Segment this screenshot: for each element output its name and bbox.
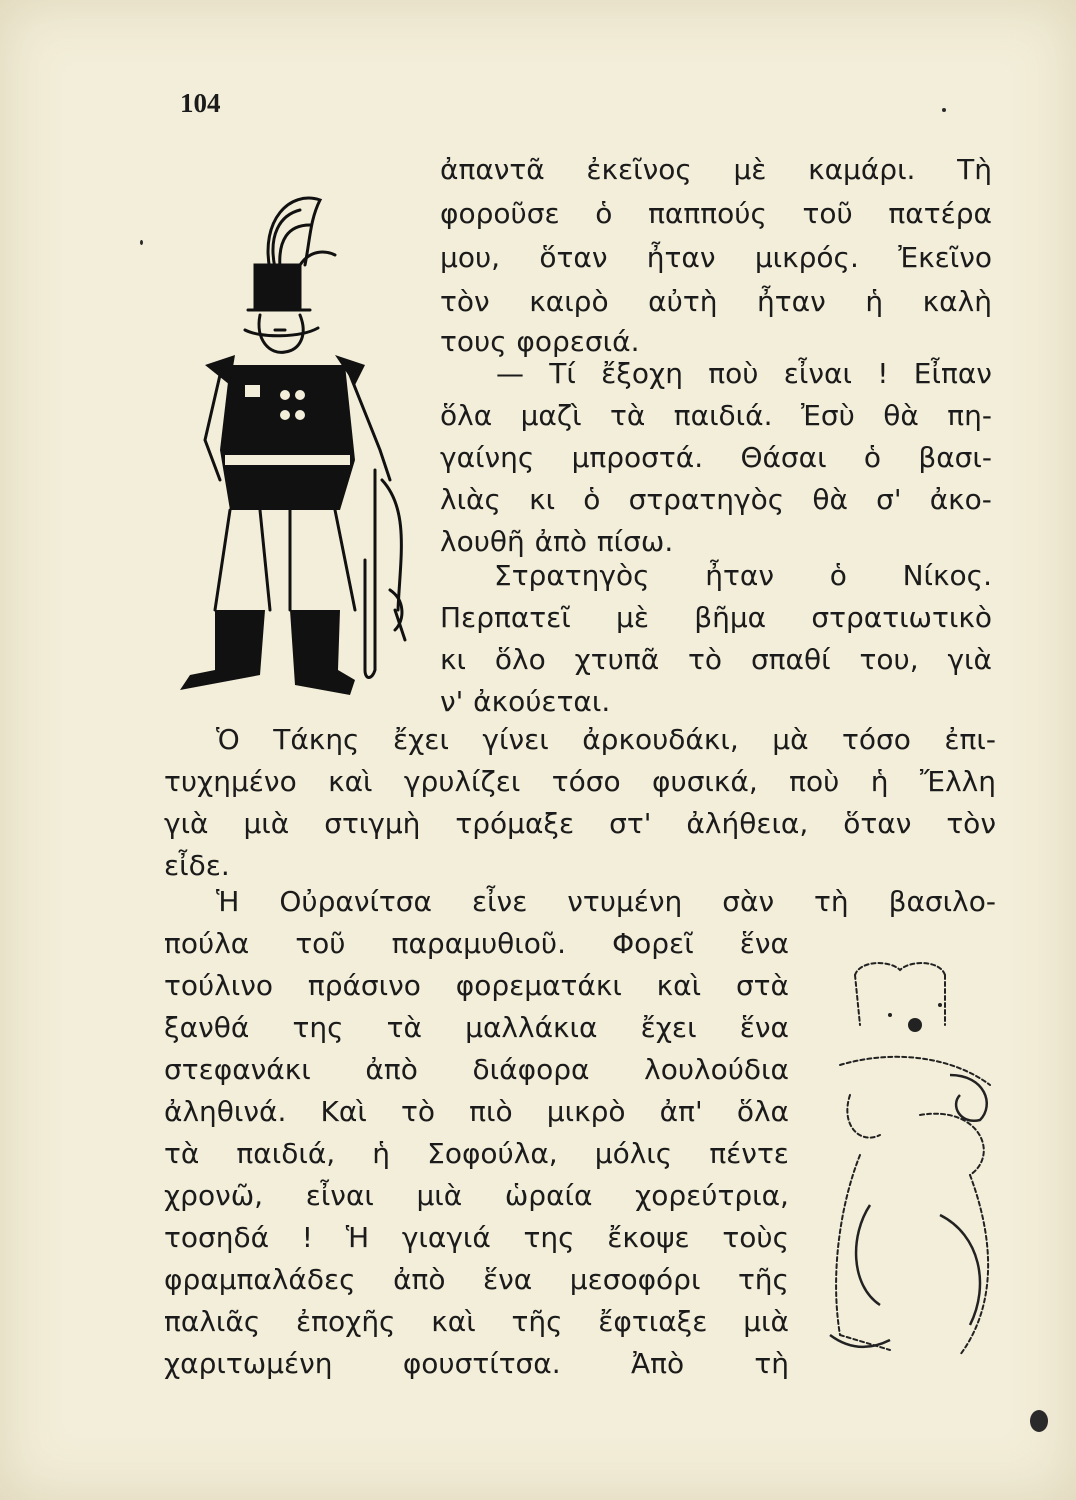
word: πράσινο bbox=[307, 969, 421, 1002]
word: κι bbox=[529, 483, 556, 516]
word: στρατιωτικὸ bbox=[811, 601, 992, 634]
word: τὸν bbox=[946, 807, 996, 840]
word: τούλινο bbox=[164, 969, 274, 1002]
word: ἐκεῖνος bbox=[586, 153, 692, 186]
word: ὡραία bbox=[504, 1179, 593, 1212]
word: τοῦ bbox=[295, 927, 346, 960]
word: λιὰς bbox=[440, 483, 501, 516]
word: πιὸ bbox=[469, 1095, 513, 1128]
text-line bbox=[164, 1218, 789, 1258]
word: της bbox=[292, 1011, 344, 1044]
word: ἀληθινά. bbox=[164, 1095, 287, 1128]
word: παππούς bbox=[648, 197, 767, 230]
word: παραμυθιοῦ. bbox=[391, 927, 567, 960]
word: Τάκης bbox=[273, 723, 360, 756]
word: Νίκος. bbox=[902, 559, 992, 592]
word: λουλούδια bbox=[644, 1053, 789, 1086]
word: ν' bbox=[440, 685, 464, 718]
text-line bbox=[164, 804, 996, 844]
word: του, bbox=[859, 643, 919, 676]
word: μου, bbox=[440, 241, 501, 274]
ink-speck bbox=[942, 108, 946, 112]
word: τὴ bbox=[754, 1347, 789, 1380]
word: διάφορα bbox=[472, 1053, 590, 1086]
word: ἕνα bbox=[739, 927, 789, 960]
word: Φορεῖ bbox=[612, 927, 694, 960]
text-line bbox=[440, 282, 992, 322]
word: τοσηδά bbox=[164, 1221, 270, 1254]
word: παιδιά, bbox=[236, 1137, 336, 1170]
word: Ἡ bbox=[345, 1221, 370, 1254]
text-line bbox=[164, 1176, 789, 1216]
word: πέντε bbox=[709, 1137, 789, 1170]
word: μὰ bbox=[772, 723, 809, 756]
word: σ' bbox=[876, 483, 902, 516]
word: ἦταν bbox=[705, 559, 774, 592]
word: φορεσιά. bbox=[516, 325, 640, 358]
word: στεφανάκι bbox=[164, 1053, 311, 1086]
word: Εἶπαν bbox=[913, 357, 992, 390]
word: πατέρα bbox=[888, 197, 992, 230]
word: ἔχει bbox=[393, 723, 449, 756]
word: ἦταν bbox=[757, 285, 826, 318]
word: αὐτὴ bbox=[648, 285, 718, 318]
word: τους bbox=[440, 325, 507, 358]
word: μεσοφόρι bbox=[569, 1263, 701, 1296]
word: ὁ bbox=[595, 197, 613, 230]
word: ἔχει bbox=[640, 1011, 697, 1044]
word: ντυμένη bbox=[567, 885, 683, 918]
word: μιὰ bbox=[743, 1305, 789, 1338]
word: χτυπᾶ bbox=[574, 643, 660, 676]
word: Στρατηγὸς bbox=[494, 559, 650, 592]
text-line bbox=[164, 846, 996, 886]
word: ἀπὸ bbox=[534, 525, 588, 558]
word: ἔξοχη bbox=[601, 357, 683, 390]
word: κι bbox=[440, 643, 466, 676]
word: μικρὸ bbox=[546, 1095, 626, 1128]
word: καμάρι. bbox=[808, 153, 916, 186]
word: γαίνης bbox=[440, 441, 535, 474]
word: μικρός. bbox=[754, 241, 859, 274]
word: βασι- bbox=[918, 441, 992, 474]
text-line bbox=[164, 762, 996, 802]
word: ξανθά bbox=[164, 1011, 250, 1044]
text-line bbox=[164, 1134, 789, 1174]
word: εἶνε bbox=[471, 885, 528, 918]
word: στρατηγὸς bbox=[628, 483, 785, 516]
word: θὰ bbox=[812, 483, 848, 516]
word: ὅταν bbox=[843, 807, 912, 840]
word: ὅλα bbox=[440, 399, 493, 432]
word: μὲ bbox=[616, 601, 649, 634]
word: παλιᾶς bbox=[164, 1305, 261, 1338]
word: της bbox=[523, 1221, 575, 1254]
text-line bbox=[216, 720, 996, 760]
word: ὅταν bbox=[539, 241, 608, 274]
word: Ἡ bbox=[216, 885, 240, 918]
text-line bbox=[440, 598, 992, 638]
word: σπαθί bbox=[750, 643, 831, 676]
word: θὰ bbox=[883, 399, 919, 432]
word: καλὴ bbox=[922, 285, 992, 318]
text-line bbox=[494, 556, 992, 596]
word: χορεύτρια, bbox=[635, 1179, 789, 1212]
word: πούλα bbox=[164, 927, 250, 960]
word: εἶναι bbox=[305, 1179, 374, 1212]
word: ! bbox=[877, 357, 889, 390]
word: Ἐσὺ bbox=[800, 399, 855, 432]
word: ἀλήθεια, bbox=[686, 807, 809, 840]
word: ἐπι- bbox=[944, 723, 996, 756]
word: Ἔλλη bbox=[919, 765, 996, 798]
word: μόλις bbox=[594, 1137, 673, 1170]
word: ὁ bbox=[829, 559, 847, 592]
word: ποὺ bbox=[789, 765, 840, 798]
word: ἔφτιαξε bbox=[598, 1305, 708, 1338]
word: εἶδε. bbox=[164, 849, 230, 882]
word: τυχημένο bbox=[164, 765, 297, 798]
word: Οὐρανίτσα bbox=[279, 885, 432, 918]
word: Ὁ bbox=[216, 723, 240, 756]
text-line bbox=[440, 150, 992, 190]
word: χαριτωμένη bbox=[164, 1347, 333, 1380]
text-line bbox=[440, 396, 992, 436]
general-figure-drawing bbox=[160, 180, 420, 700]
text-line bbox=[164, 1344, 789, 1384]
word: καὶ bbox=[431, 1305, 476, 1338]
word: καὶ bbox=[656, 969, 702, 1002]
text-line bbox=[216, 882, 996, 922]
text-line bbox=[440, 238, 992, 278]
word: ἕνα bbox=[739, 1011, 789, 1044]
word: γιαγιά bbox=[401, 1221, 491, 1254]
text-line bbox=[440, 438, 992, 478]
word: καιρὸ bbox=[529, 285, 609, 318]
word: — bbox=[496, 357, 524, 390]
word: φουστίτσα. bbox=[402, 1347, 561, 1380]
word: ὅλο bbox=[494, 643, 546, 676]
word: ὁ bbox=[863, 441, 882, 474]
word: φραμπαλάδες bbox=[164, 1263, 356, 1296]
page-number: 104 bbox=[180, 88, 221, 118]
word: μαλλάκια bbox=[465, 1011, 598, 1044]
ink-speck bbox=[140, 240, 143, 245]
word: καὶ bbox=[328, 765, 373, 798]
word: τῆς bbox=[511, 1305, 563, 1338]
word: στ' bbox=[609, 807, 652, 840]
word: πίσω. bbox=[596, 525, 674, 558]
word: τὸν bbox=[440, 285, 490, 318]
word: βῆμα bbox=[694, 601, 767, 634]
word: τὰ bbox=[164, 1137, 200, 1170]
word: τὰ bbox=[610, 399, 646, 432]
word: Καὶ bbox=[320, 1095, 367, 1128]
word: τὸ bbox=[688, 643, 723, 676]
text-line bbox=[164, 1092, 789, 1132]
word: Σοφούλα, bbox=[427, 1137, 558, 1170]
word: τόσο bbox=[842, 723, 911, 756]
word: ἡ bbox=[870, 765, 889, 798]
word: μὲ bbox=[733, 153, 767, 186]
word: βασιλο- bbox=[888, 885, 996, 918]
text-line bbox=[164, 1050, 789, 1090]
text-line bbox=[164, 966, 789, 1006]
text-line bbox=[496, 354, 992, 394]
word: γιὰ bbox=[947, 643, 992, 676]
word: λουθῆ bbox=[440, 525, 525, 558]
word: Θάσαι bbox=[740, 441, 827, 474]
word: ποὺ bbox=[708, 357, 759, 390]
word: γίνει bbox=[482, 723, 549, 756]
word: ἐποχῆς bbox=[296, 1305, 396, 1338]
text-line bbox=[164, 1008, 789, 1048]
word: μπροστά. bbox=[571, 441, 704, 474]
word: ἀκο- bbox=[929, 483, 992, 516]
word: γιὰ bbox=[164, 807, 209, 840]
word: στὰ bbox=[735, 969, 789, 1002]
ink-speck bbox=[1030, 1410, 1048, 1432]
word: παιδιά. bbox=[673, 399, 773, 432]
word: ἕνα bbox=[483, 1263, 533, 1296]
text-line bbox=[440, 194, 992, 234]
word: Τί bbox=[549, 357, 576, 390]
word: φοροῦσε bbox=[440, 197, 560, 230]
text-line bbox=[440, 682, 992, 722]
word: ἔκοψε bbox=[607, 1221, 690, 1254]
text-line bbox=[164, 924, 789, 964]
word: μιὰ bbox=[243, 807, 290, 840]
word: ἦταν bbox=[646, 241, 716, 274]
word: σὰν bbox=[722, 885, 775, 918]
word: φορεματάκι bbox=[455, 969, 622, 1002]
word: μιὰ bbox=[416, 1179, 463, 1212]
word: Ἀπὸ bbox=[630, 1347, 685, 1380]
word: χρονῶ, bbox=[164, 1179, 264, 1212]
word: τοὺς bbox=[722, 1221, 789, 1254]
word: τόσο bbox=[551, 765, 621, 798]
word: τὸ bbox=[401, 1095, 435, 1128]
word: ἡ bbox=[865, 285, 884, 318]
text-line bbox=[164, 1260, 789, 1300]
word: εἶναι bbox=[783, 357, 852, 390]
text-line bbox=[440, 480, 992, 520]
word: ἀρκουδάκι, bbox=[582, 723, 739, 756]
word: τὴ bbox=[814, 885, 849, 918]
word: Περπατεῖ bbox=[440, 601, 571, 634]
word: Τὴ bbox=[957, 153, 992, 186]
word: τρόμαξε bbox=[455, 807, 575, 840]
word: φυσικά, bbox=[652, 765, 758, 798]
word: τὰ bbox=[386, 1011, 422, 1044]
word: γρυλίζει bbox=[403, 765, 521, 798]
text-line bbox=[440, 640, 992, 680]
word: ἀπὸ bbox=[393, 1263, 446, 1296]
text-line bbox=[164, 1302, 789, 1342]
word: ἀπ' bbox=[659, 1095, 703, 1128]
word: ! bbox=[301, 1221, 314, 1254]
word: τῆς bbox=[737, 1263, 789, 1296]
word: ἀπὸ bbox=[365, 1053, 418, 1086]
word: τοῦ bbox=[802, 197, 853, 230]
word: Ἐκεῖνο bbox=[898, 241, 992, 274]
word: ὁ bbox=[583, 483, 601, 516]
word: ἀκούεται. bbox=[473, 685, 611, 718]
word: ὅλα bbox=[736, 1095, 789, 1128]
word: ἡ bbox=[372, 1137, 391, 1170]
bear-figure-drawing bbox=[800, 955, 1000, 1375]
word: μαζὶ bbox=[520, 399, 582, 432]
word: πη- bbox=[947, 399, 992, 432]
word: ἀπαντᾶ bbox=[440, 153, 545, 186]
word: στιγμὴ bbox=[324, 807, 421, 840]
